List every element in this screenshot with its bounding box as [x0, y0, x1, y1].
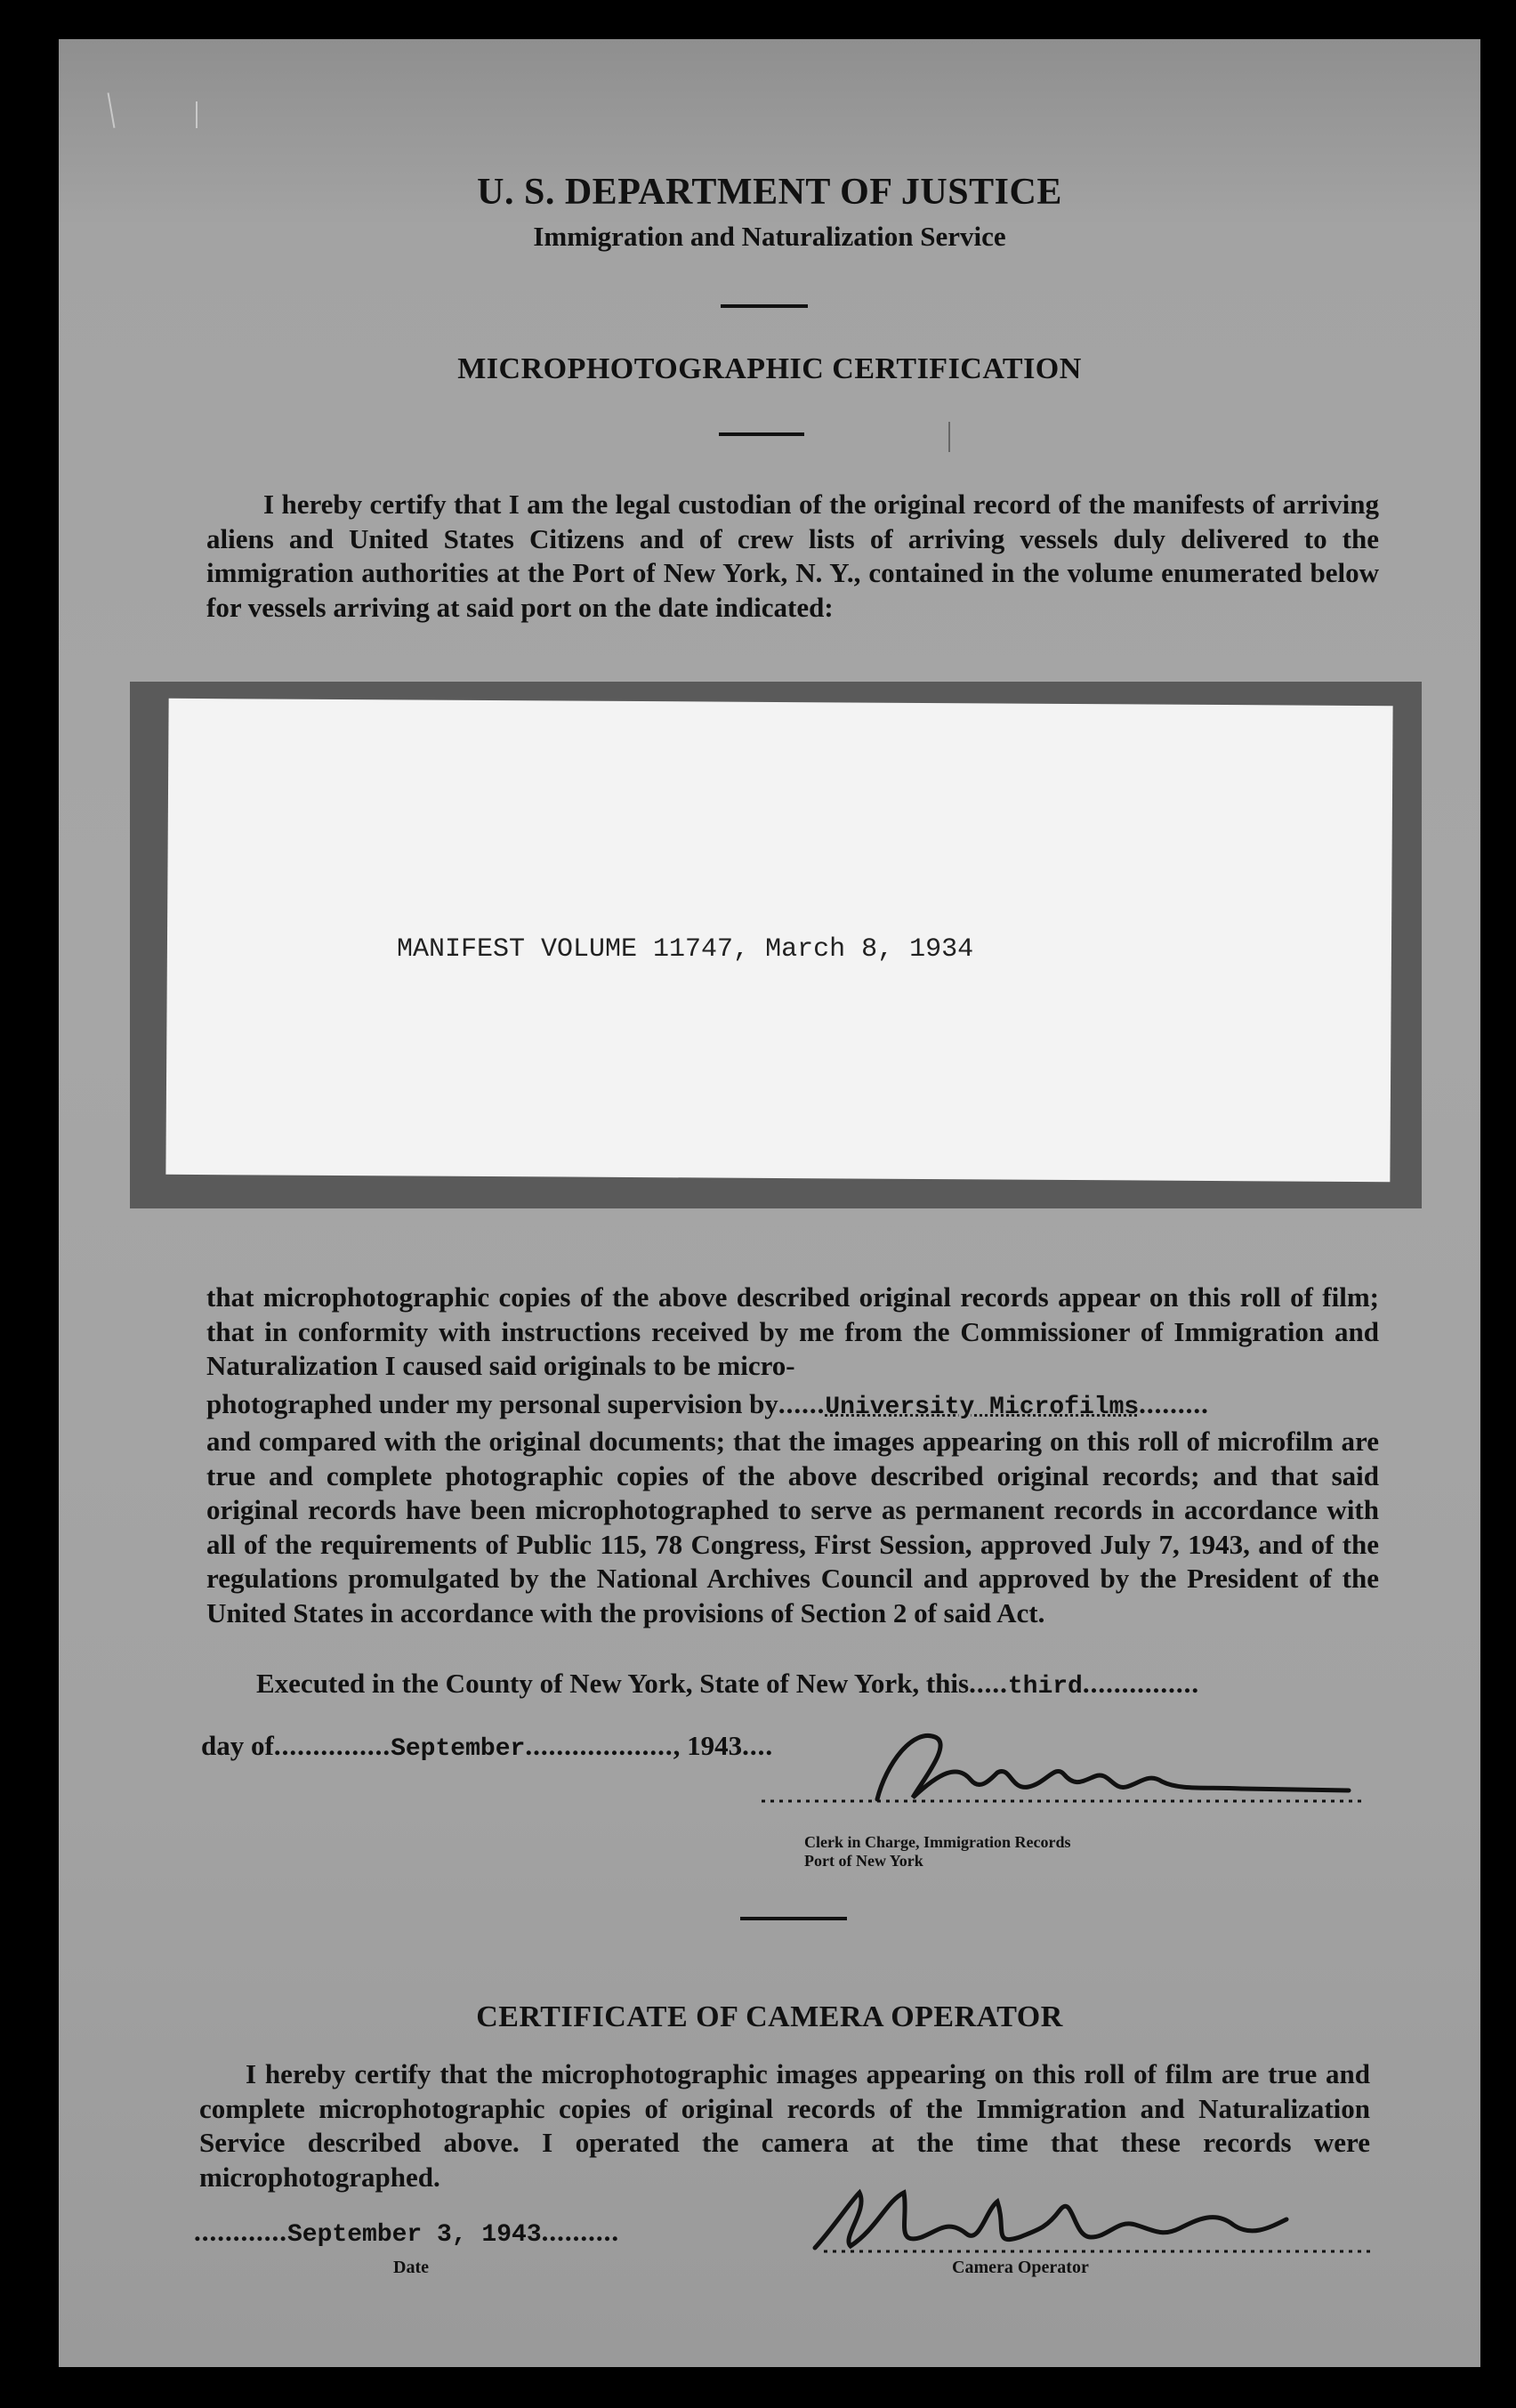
clerk-title-line2: Port of New York: [804, 1852, 923, 1870]
certificate-page: [59, 39, 1480, 2367]
body-part2: and compared with the original documents; that the images appearing on this roll of microfilm are true and complete photographic copies of the above described original records; and that said original records have been microphotographed to serve as permanent records in accordance with all of the requirements of Public 115, 78 Congress, First Session, approved July 7, 1943, and of the regulations promulgated by the National Archives Council and approved by the President of the United States in accordance with the provisions of Section 2 of said Act.: [206, 1426, 1379, 1628]
execution-month: September: [391, 1735, 526, 1763]
film-scratch: [108, 93, 116, 128]
execution-year-prefix: , 194: [673, 1730, 729, 1761]
supervision-prefix: photographed under my personal supervision by: [206, 1387, 778, 1419]
clerk-signature: [744, 1701, 1384, 1826]
department-heading: U. S. DEPARTMENT OF JUSTICE: [477, 172, 1062, 213]
camera-date-value: September 3, 1943: [287, 2221, 542, 2249]
form-title: MICROPHOTOGRAPHIC CERTIFICATION: [457, 352, 1082, 385]
execution-year-suffix: 3: [728, 1730, 743, 1761]
clerk-title: [804, 1833, 1070, 1871]
camera-certificate-title: CERTIFICATE OF CAMERA OPERATOR: [476, 2000, 1063, 2033]
execution-prefix: Executed in the County of New York, State of New York, this: [256, 1668, 970, 1699]
body-part1: that microphotographic copies of the above described original records appear on this roll of film; that in conformity with instructions received by me from the Commissioner of Immigration and Naturalization I caused said originals to be micro-: [206, 1281, 1379, 1381]
manifest-volume-text: MANIFEST VOLUME 11747, March 8, 1934: [397, 934, 974, 965]
date-label: Date: [393, 2258, 429, 2277]
supervisor-value: University Microfilms: [825, 1393, 1140, 1421]
certification-body: [206, 1281, 1379, 1630]
camera-certificate-paragraph: I hereby certify that the microphotographic images appearing on this roll of film are true and complete microphotographic copies of original records of the Immigration and Naturalization Service described above. I operated the camera at the time that these records were microphotographed.: [199, 2058, 1370, 2193]
film-scratch: [196, 101, 198, 128]
camera-operator-signature: [753, 2175, 1393, 2264]
service-subheading: Immigration and Naturalization Service: [533, 221, 1006, 252]
divider: [719, 432, 804, 436]
camera-date-line: ............September 3, 1943..........: [194, 2216, 620, 2249]
execution-line: Executed in the County of New York, State of New York, this.....third...............: [256, 1668, 1200, 1701]
film-scratch: [948, 422, 950, 452]
divider: [740, 1917, 847, 1920]
date-line: day of...............September..................., 1943....: [201, 1730, 774, 1763]
camera-operator-label: Camera Operator: [952, 2258, 1089, 2277]
execution-day: third: [1007, 1673, 1083, 1701]
day-of-label: day of: [201, 1730, 274, 1761]
divider: [721, 304, 808, 308]
intro-paragraph: I hereby certify that I am the legal custodian of the original record of the manifests of arriving aliens and United States Citizens and of crew lists of arriving vessels duly delivered to the immigration authorities at the Port of New York, N. Y., contained in the volume enumerated below for vessels arriving at said port on the date indicated:: [206, 489, 1379, 623]
clerk-title-line1: Clerk in Charge, Immigration Records: [804, 1833, 1071, 1851]
supervision-line: photographed under my personal supervision by......University Microfilms.........: [206, 1387, 1209, 1421]
